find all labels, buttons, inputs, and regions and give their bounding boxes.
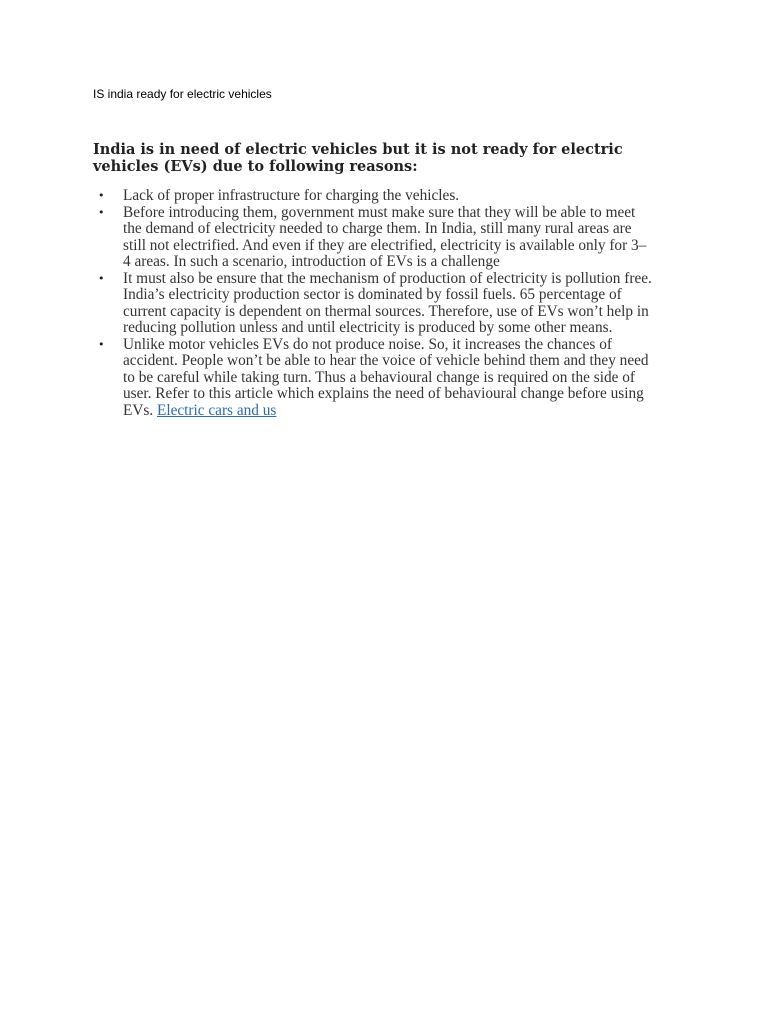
list-item-text: Unlike motor vehicles EVs do not produce noise. So, it increases the chances of accident. People won’t be able to hear the voice of vehicle behind them and they need to be careful while taking turn. Thus a behavioural change is required on the side of user. Refer to this article which explains the need of behavioural change before using EVs. <box>123 335 649 419</box>
section-heading: India is in need of electric vehicles but it is not ready for electric vehicles (EVs) due to following reasons: <box>93 141 623 175</box>
document-title: IS india ready for electric vehicles <box>93 87 272 101</box>
bullet-icon: • <box>98 271 105 285</box>
reasons-list <box>93 188 653 419</box>
list-item <box>93 337 653 420</box>
bullet-icon: • <box>98 189 105 202</box>
bullet-icon: • <box>98 337 105 351</box>
list-item-text: Lack of proper infrastructure for charging the vehicles. <box>123 187 460 204</box>
bullet-icon: • <box>98 205 105 219</box>
list-item <box>93 188 653 205</box>
list-item <box>93 271 653 337</box>
article-link[interactable]: Electric cars and us <box>157 401 277 419</box>
list-item-text: Before introducing them, government must make sure that they will be able to meet the demand of electricity needed to charge them. In India, still many rural areas are still not electrified. And even if they are electrified, electricity is available only for 3–4 areas. In such a scenario, introduction of EVs is a challenge <box>123 203 647 270</box>
list-item <box>93 205 653 271</box>
list-item-text: It must also be ensure that the mechanism of production of electricity is pollution free. India’s electricity production sector is dominated by fossil fuels. 65 percentage of current capacity is dependent on thermal sources. Therefore, use of EVs won’t help in reducing pollution unless and until electricity is produced by some other means. <box>123 269 652 336</box>
